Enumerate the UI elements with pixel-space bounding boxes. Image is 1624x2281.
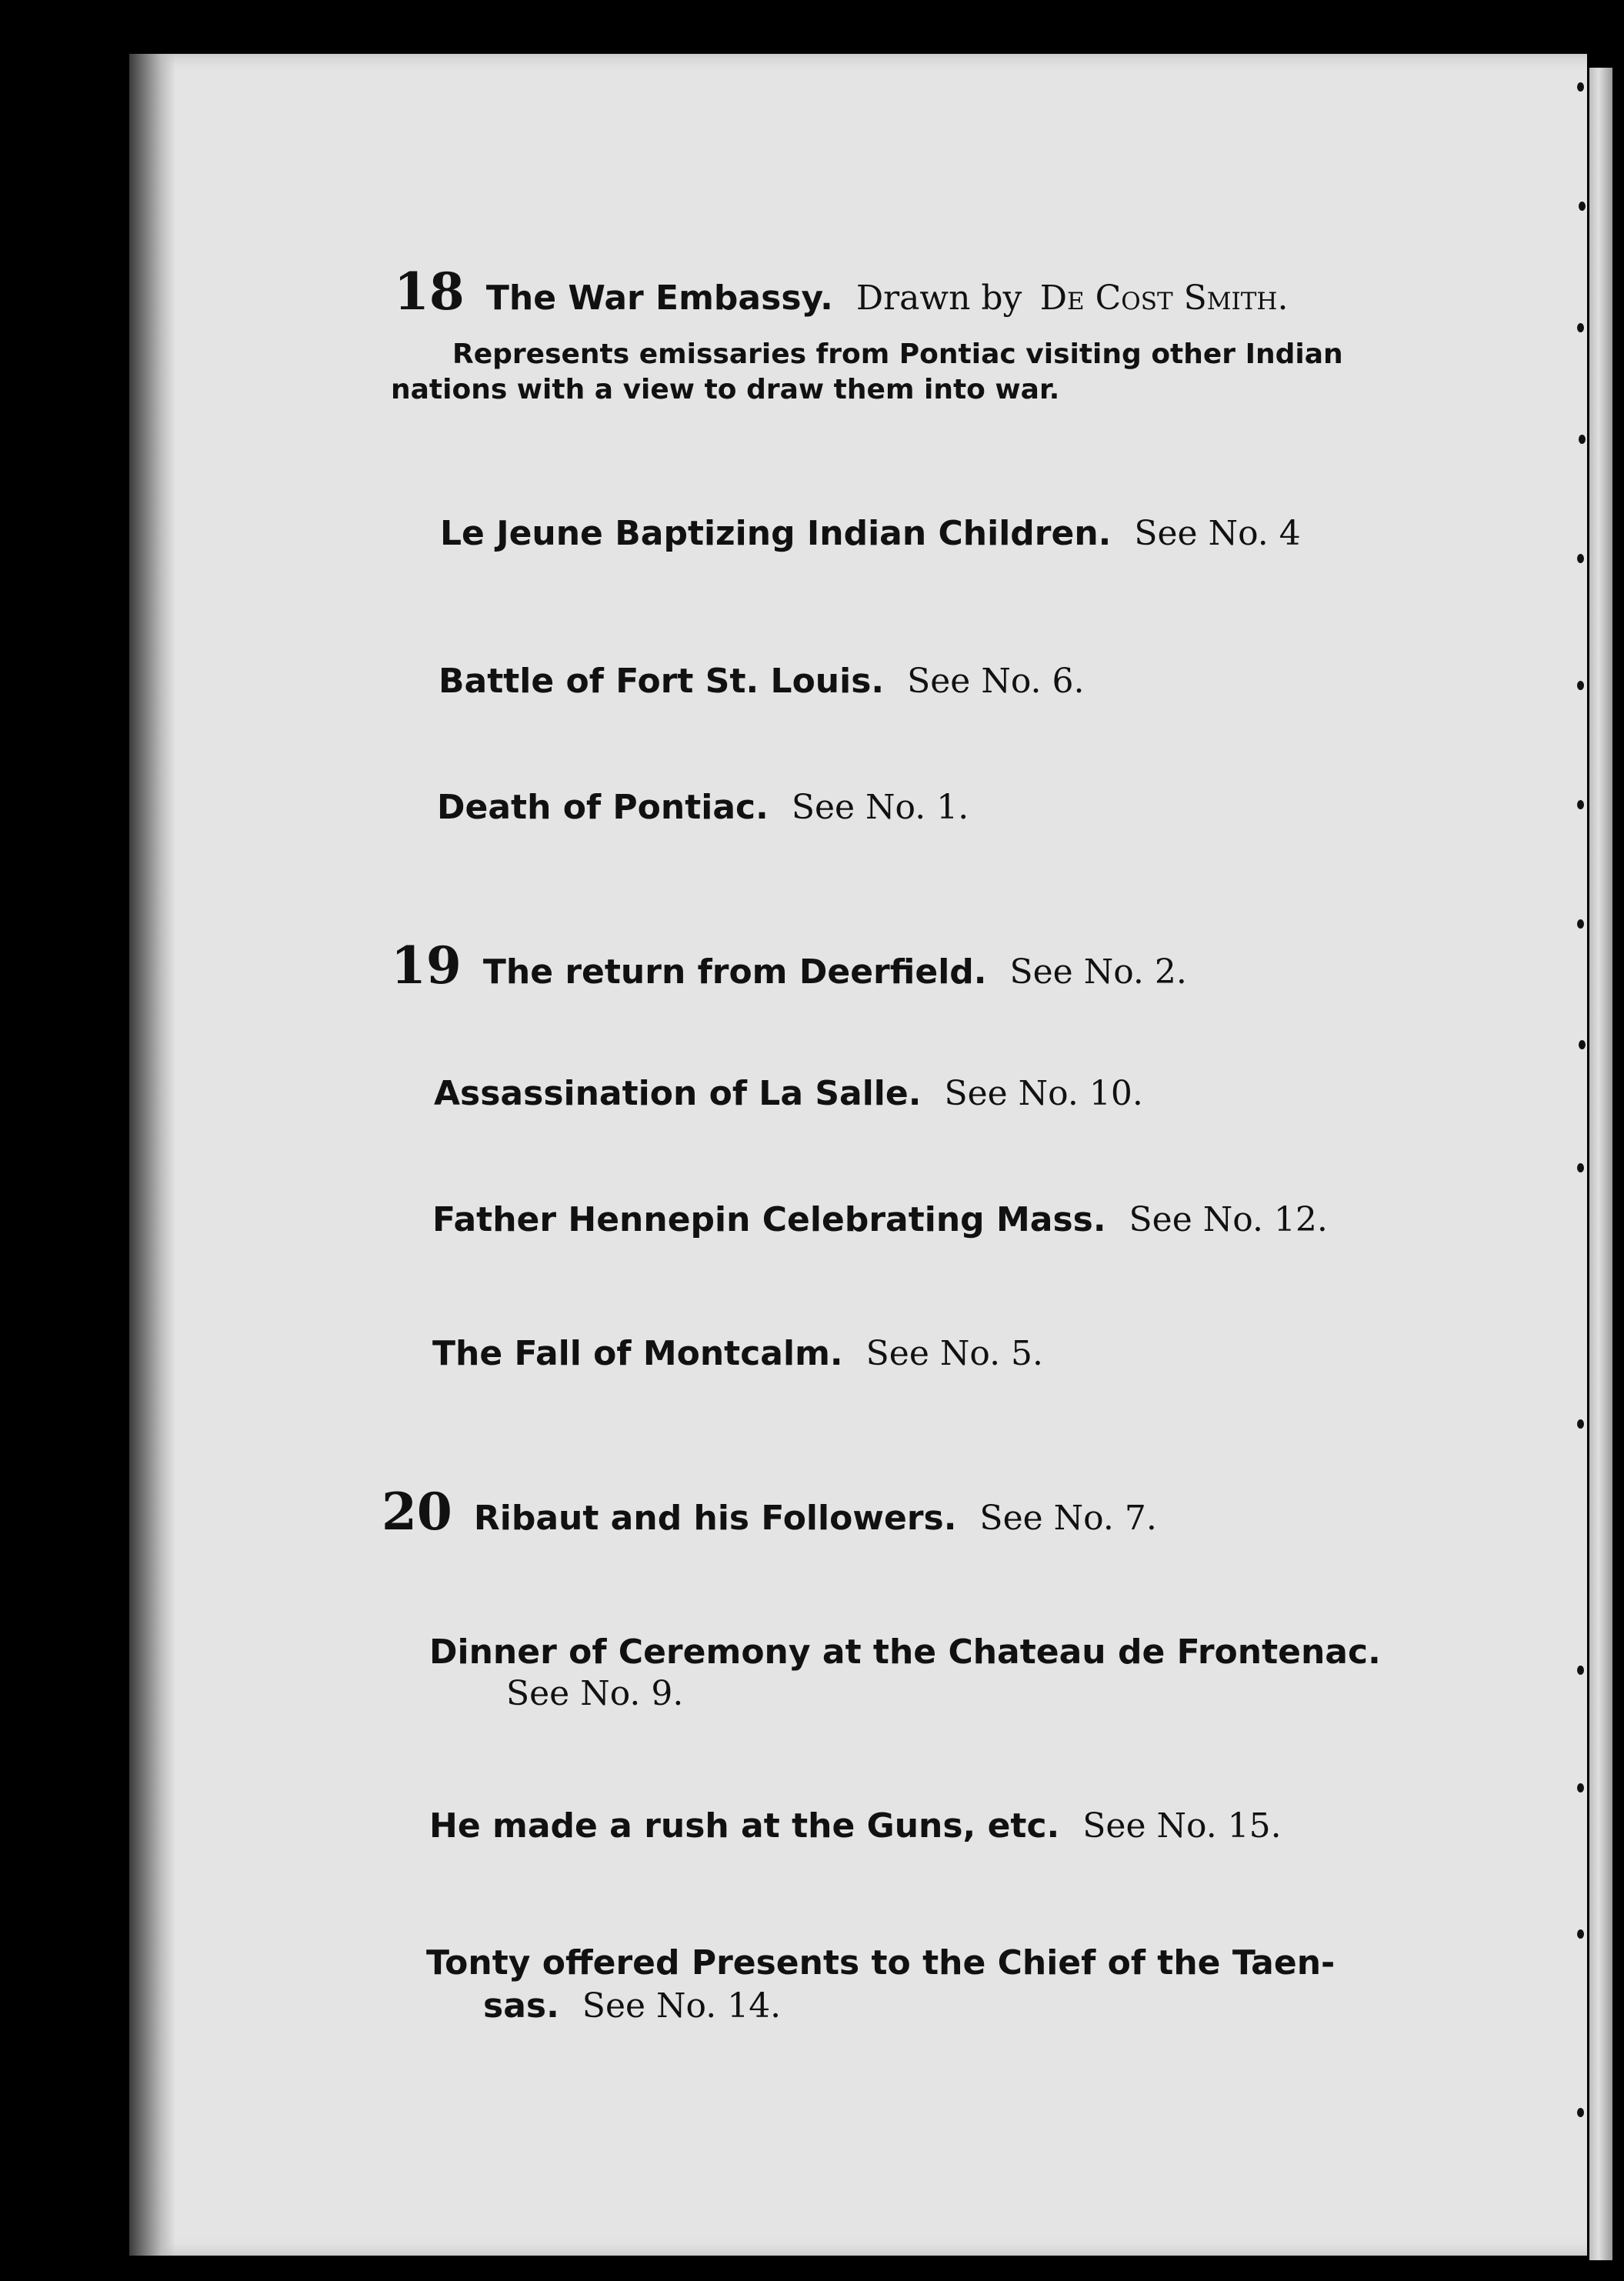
- entry-title-continued: sas.: [483, 1986, 559, 2026]
- entry-18-description-line-2: nations with a view to draw them into war.: [391, 374, 1060, 405]
- entry-title: The return from Deerfield.: [482, 952, 987, 992]
- binding-hole: [1577, 1929, 1584, 1939]
- binding-hole: [1577, 1783, 1584, 1792]
- entry-number: 18: [394, 262, 465, 322]
- entry-title: Death of Pontiac.: [437, 788, 769, 827]
- see-reference: See No. 14.: [582, 1986, 782, 2026]
- entry-20-heading: [382, 1482, 1157, 1542]
- entry-assassination-of-la-salle: [434, 1074, 1143, 1113]
- see-reference: See No. 7.: [979, 1499, 1157, 1538]
- entry-title: The Fall of Montcalm.: [432, 1334, 843, 1373]
- binding-hole: [1577, 1666, 1584, 1675]
- entry-title: Father Hennepin Celebrating Mass.: [432, 1200, 1106, 1239]
- entry-title: Le Jeune Baptizing Indian Children.: [440, 514, 1112, 553]
- see-reference: See No. 1.: [791, 788, 969, 827]
- entry-dinner-see-reference: [506, 1674, 684, 1713]
- entry-fall-of-montcalm: [432, 1334, 1044, 1373]
- binding-hole: [1577, 82, 1584, 92]
- entry-title: Ribaut and his Followers.: [473, 1499, 957, 1538]
- entry-title: The War Embassy.: [485, 278, 833, 318]
- entry-number: 19: [391, 935, 462, 995]
- entry-death-of-pontiac: [437, 788, 969, 827]
- entry-title: Battle of Fort St. Louis.: [439, 662, 885, 701]
- entry-title: He made a rush at the Guns, etc.: [429, 1806, 1060, 1846]
- entry-tonty-line-2: [483, 1986, 782, 2026]
- entry-number: 20: [382, 1482, 452, 1542]
- binding-hole: [1579, 202, 1586, 211]
- entry-dinner-of-ceremony: Dinner of Ceremony at the Chateau de Frontenac.: [429, 1632, 1381, 1672]
- page-right-edge: [1589, 68, 1612, 2260]
- binding-hole: [1577, 681, 1584, 690]
- see-reference: See No. 5.: [865, 1334, 1044, 1373]
- binding-hole: [1579, 1040, 1586, 1049]
- see-reference: See No. 10.: [944, 1074, 1143, 1113]
- entry-18-heading: [394, 262, 1289, 322]
- see-reference: See No. 4: [1134, 514, 1301, 553]
- entry-tonty-line-1: Tonty offered Presents to the Chief of the Taen-: [426, 1943, 1336, 1983]
- entry-18-description-line-1: Represents emissaries from Pontiac visiting other Indian: [452, 338, 1343, 370]
- binding-hole: [1577, 919, 1584, 929]
- binding-hole: [1579, 435, 1586, 444]
- entry-fort-st-louis: [439, 662, 1085, 701]
- see-reference: See No. 9.: [506, 1674, 684, 1713]
- page-gutter-shadow: [129, 54, 175, 2256]
- see-reference: See No. 2.: [1009, 952, 1187, 992]
- binding-hole: [1577, 2108, 1584, 2117]
- entry-rush-at-the-guns: [429, 1806, 1282, 1846]
- see-reference: See No. 15.: [1082, 1806, 1282, 1846]
- drawn-by-prefix: Drawn by: [855, 278, 1022, 318]
- binding-hole: [1577, 800, 1584, 809]
- binding-hole: [1577, 323, 1584, 332]
- binding-hole: [1577, 1419, 1584, 1429]
- see-reference: See No. 12.: [1129, 1200, 1328, 1239]
- binding-hole: [1577, 554, 1584, 563]
- entry-father-hennepin: [432, 1200, 1328, 1239]
- see-reference: See No. 6.: [907, 662, 1085, 701]
- entry-le-jeune: [440, 514, 1301, 553]
- artist-name: De Cost Smith.: [1039, 278, 1289, 318]
- entry-19-heading: [391, 935, 1187, 995]
- binding-hole: [1577, 1163, 1584, 1172]
- entry-title: Assassination of La Salle.: [434, 1074, 922, 1113]
